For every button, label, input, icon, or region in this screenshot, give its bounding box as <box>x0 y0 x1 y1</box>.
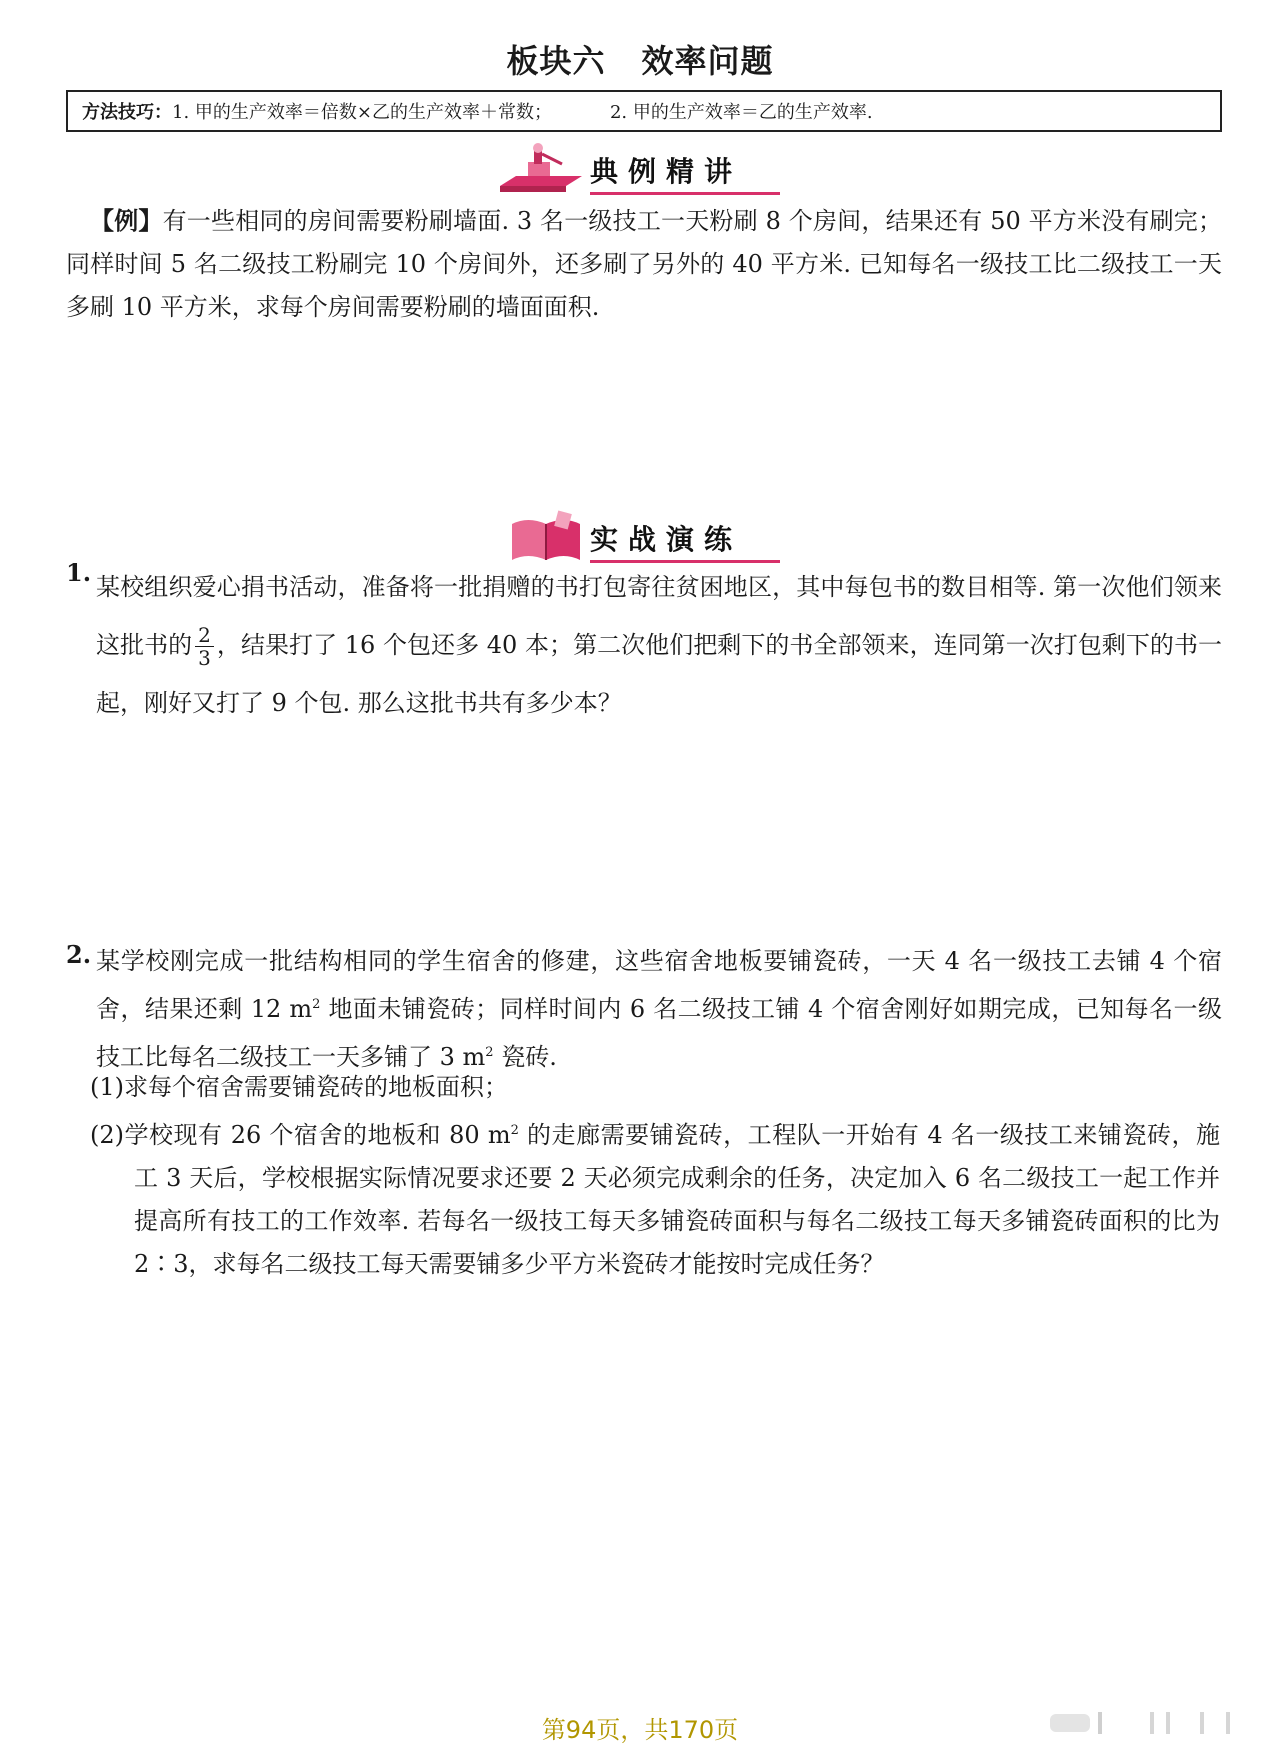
method-label: 方法技巧： <box>82 102 172 123</box>
question-1 <box>66 558 1222 732</box>
example-problem <box>66 199 1222 329</box>
question-2-part-2: (2)学校现有 26 个宿舍的地板和 80 $m^2$ 的走廊需要铺瓷砖，工程队一开始有 4 名一级技工来铺瓷砖，施工 3 天后，学校根据实际情况要求还要 2 天必须完成剩余的任务，决定加入 6 名二级技工一起工作并提高所有技工的工作效率. 若每名一级技工每天多铺瓷砖面积与每名二级技工每天多铺瓷砖面积的比为 2∶3，求每名二级技工每天需要铺多少平方米瓷砖才能按时完成任务？ <box>90 1121 1220 1278</box>
question-number: 1. <box>66 558 92 587</box>
title-part2: 效率问题 <box>641 42 774 80</box>
section-heading-practice: 实战演练 <box>590 523 743 556</box>
stamp-press-icon <box>496 142 586 198</box>
example-tag: 【例】 <box>90 206 163 235</box>
question-text: 某学校刚完成一批结构相同的学生宿舍的修建，这些宿舍地板要铺瓷砖，一天 4 名一级技工去铺 4 个宿舍，结果还剩 12 $m^2$ 地面未铺瓷砖；同样时间内 6 名二级技工铺 4 个宿舍刚好如期完成，已知每名一级技工比每名二级技工一天多铺了 3 $m^2$ 瓷砖. <box>96 947 1222 1071</box>
method-tips-box <box>66 90 1222 132</box>
example-text: 有一些相同的房间需要粉刷墙面. 3 名一级技工一天粉刷 8 个房间，结果还有 50 平方米没有刷完；同样时间 5 名二级技工粉刷完 10 个房间外，还多刷了另外的 40 平方米. 已知每名一级技工比二级技工一天多刷 10 平方米，求每个房间需要粉刷的墙面面积. <box>66 207 1222 321</box>
method-item-1: 1. 甲的生产效率＝倍数×乙的生产效率＋常数； <box>172 102 552 123</box>
title-part1: 板块六 <box>506 42 606 80</box>
page-indicator: 第94页，共170页 <box>541 1716 739 1744</box>
question-2-part-1: (1)求每个宿舍需要铺瓷砖的地板面积； <box>90 1073 508 1101</box>
section-banner-examples <box>490 138 810 202</box>
page-title <box>0 36 1280 82</box>
fraction-two-thirds: $\frac{2}{3}$ <box>195 624 214 669</box>
question-number: 2. <box>66 940 92 969</box>
question-2 <box>66 940 1222 1079</box>
heading-underline <box>590 192 780 195</box>
method-item-2: 2. 甲的生产效率＝乙的生产效率. <box>609 102 873 123</box>
question-text: 某校组织爱心捐书活动，准备将一批捐赠的书打包寄往贫困地区，其中每包书的数目相等. 第一次他们领来这批书的 $\frac{2}{3}$ ，结果打了 16 个包还多 40 本；第二次他们把剩下的书全部领来，连同第一次打包剩下的书一起，刚好又打了 9 个包. 那么这批书共有多少本？ <box>96 573 1223 717</box>
section-heading-examples: 典例精讲 <box>590 155 743 188</box>
scanner-edge-marks <box>1050 1708 1250 1738</box>
